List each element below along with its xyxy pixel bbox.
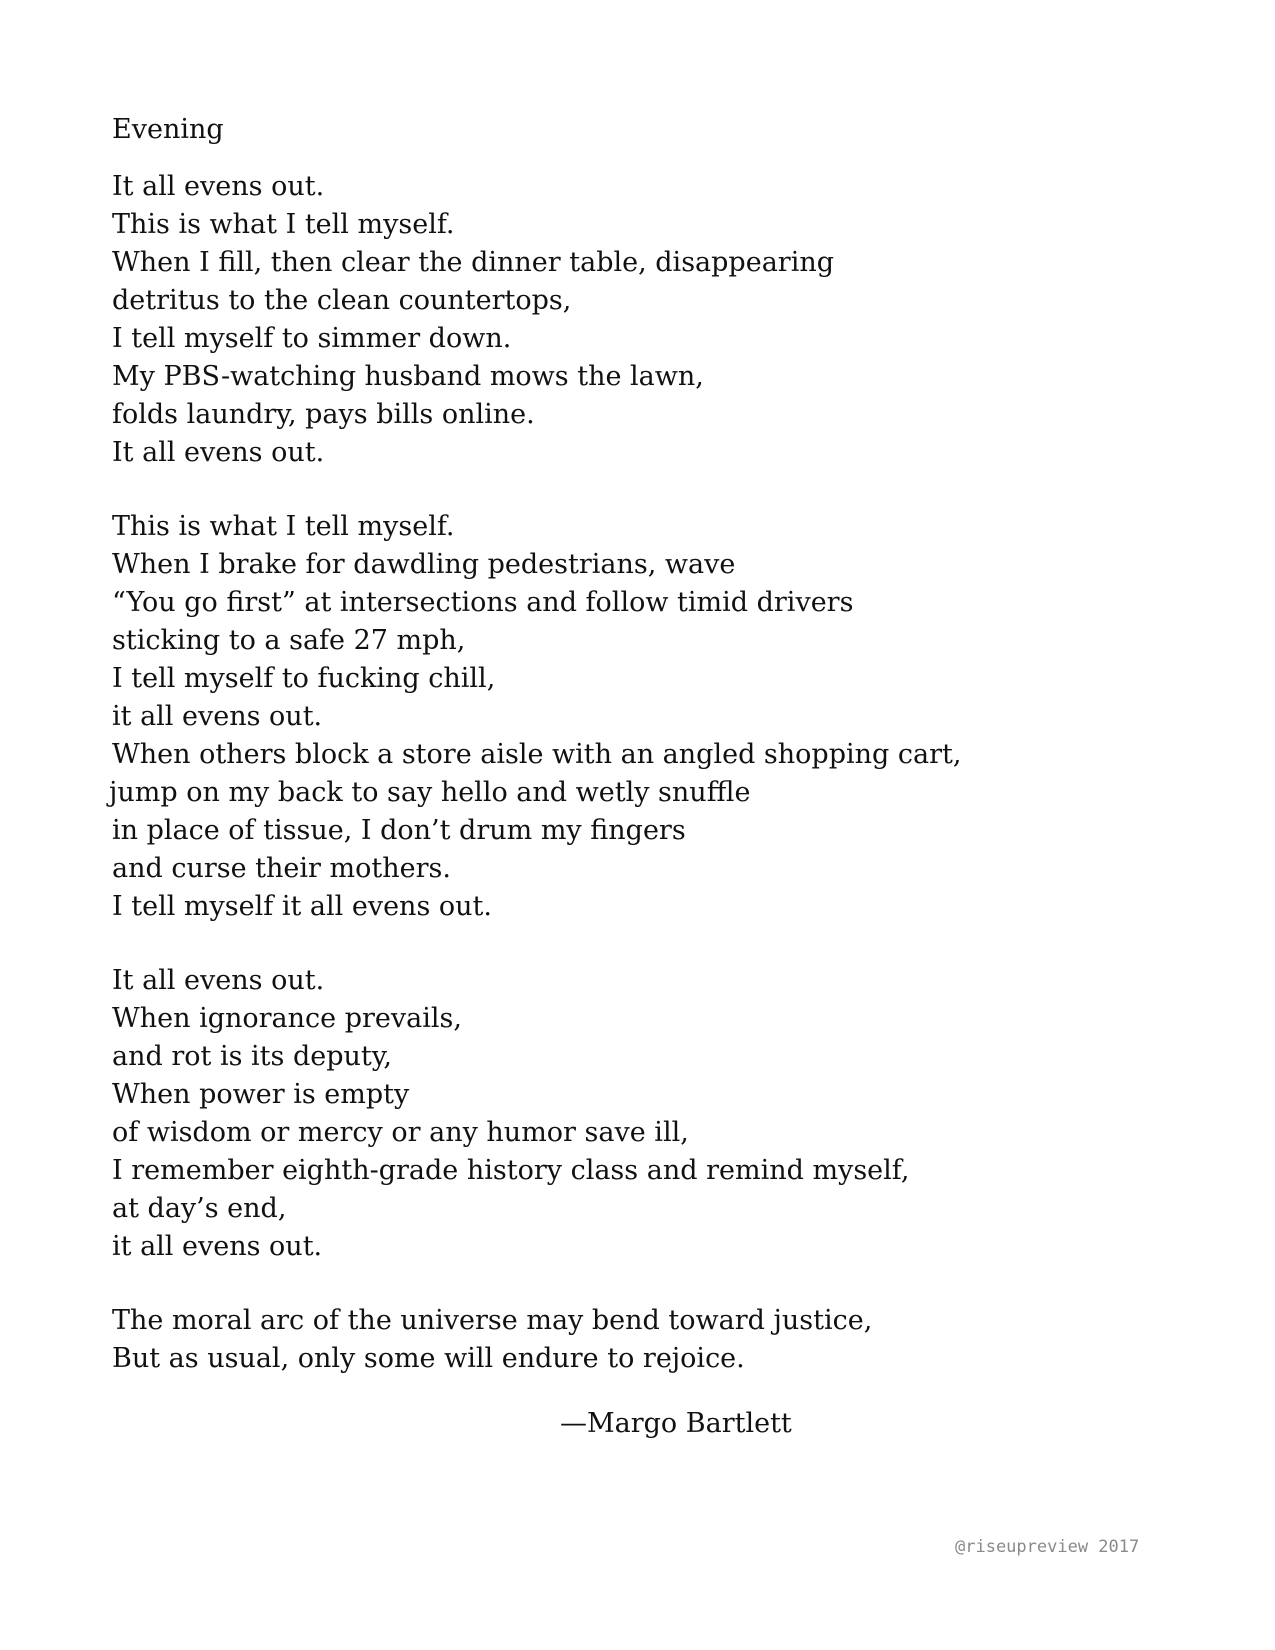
- poem-line: it all evens out.: [112, 1231, 323, 1262]
- poem-line: I tell myself to simmer down.: [112, 323, 512, 354]
- poem-line: The moral arc of the universe may bend toward justice,: [112, 1305, 873, 1336]
- poem-line: folds laundry, pays bills online.: [112, 399, 535, 430]
- poem-line: When others block a store aisle with an angled shopping cart,: [112, 739, 962, 770]
- poem-line: it all evens out.: [112, 701, 323, 732]
- stanza-3: [112, 962, 961, 1266]
- poem-line: This is what I tell myself.: [112, 209, 455, 240]
- poem-body: [109, 168, 962, 1414]
- poem-line: It all evens out.: [112, 437, 325, 468]
- poem-line: of wisdom or mercy or any humor save ill,: [112, 1117, 689, 1148]
- poem-line: in place of tissue, I don’t drum my fingers: [112, 815, 686, 846]
- stanza-4: [112, 1302, 961, 1378]
- poem-title: Evening: [112, 114, 224, 145]
- poem-line: When power is empty: [112, 1079, 410, 1110]
- stanza-1: [112, 168, 961, 472]
- poem-line: This is what I tell myself.: [112, 511, 455, 542]
- poem-line: When I brake for dawdling pedestrians, wave: [112, 549, 736, 580]
- poem-line: It all evens out.: [112, 965, 325, 996]
- poem-line: When ignorance prevails,: [112, 1003, 462, 1034]
- poem-line: and curse their mothers.: [112, 853, 451, 884]
- poem-line: at day’s end,: [112, 1193, 287, 1224]
- poem-line: sticking to a safe 27 mph,: [112, 625, 466, 656]
- poem-line: and rot is its deputy,: [112, 1041, 392, 1072]
- poem-line: But as usual, only some will endure to rejoice.: [112, 1343, 745, 1374]
- poem-line: jump on my back to say hello and wetly snuffle: [109, 777, 751, 808]
- copyright-credit: @riseupreview 2017: [955, 1537, 1140, 1557]
- poem-line: detritus to the clean countertops,: [112, 285, 572, 316]
- poem-line: “You go first” at intersections and follow timid drivers: [112, 587, 854, 618]
- stanza-2: [109, 508, 962, 926]
- poem-line: I tell myself to fucking chill,: [112, 663, 496, 694]
- poem-line: I remember eighth-grade history class and remind myself,: [112, 1155, 910, 1186]
- poem-line: When I fill, then clear the dinner table, disappearing: [112, 247, 834, 278]
- poem-line: It all evens out.: [112, 171, 325, 202]
- poem-line: I tell myself it all evens out.: [112, 891, 492, 922]
- poem-author: —Margo Bartlett: [560, 1408, 792, 1439]
- poem-line: My PBS-watching husband mows the lawn,: [112, 361, 704, 392]
